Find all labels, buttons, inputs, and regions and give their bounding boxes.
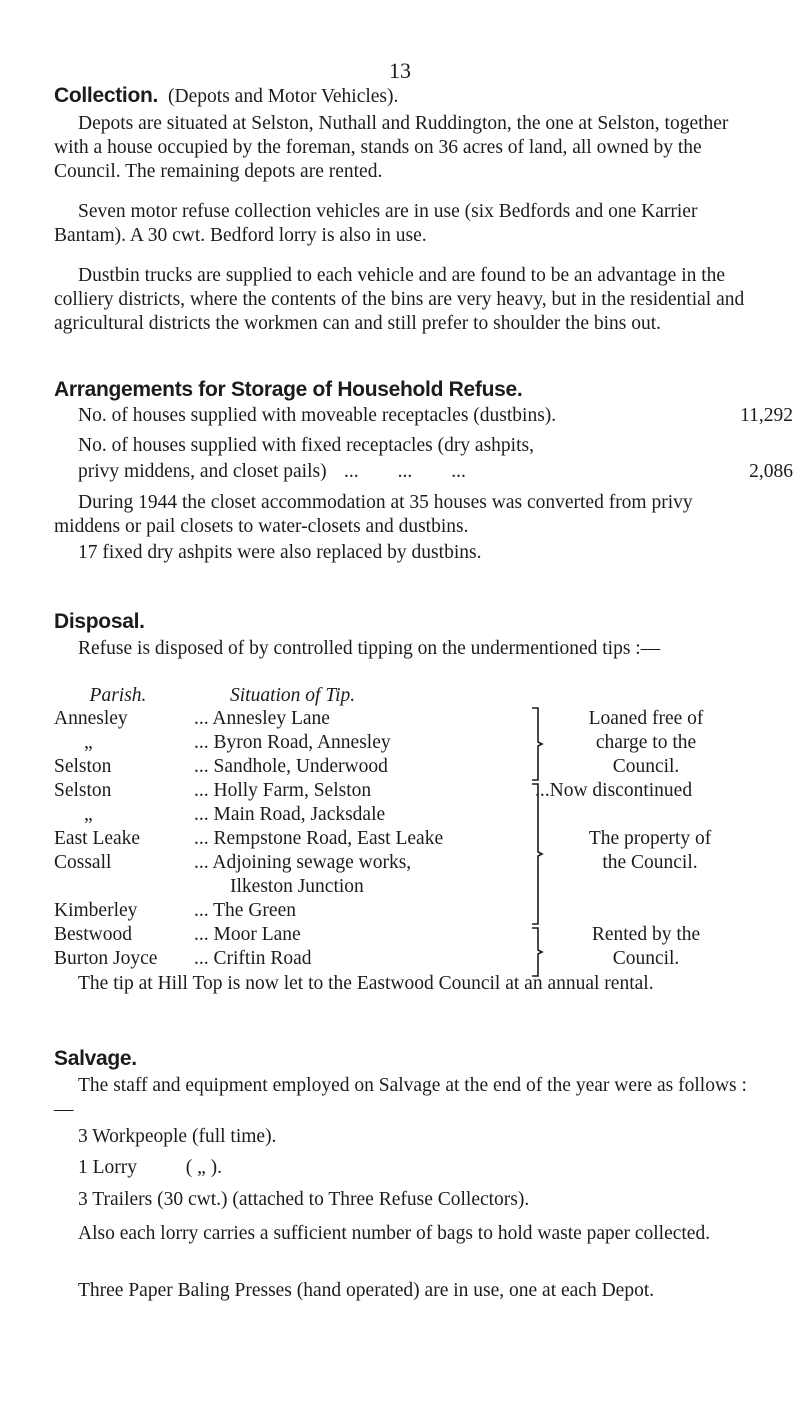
note-line: charge to the [595,732,697,753]
parish-row: Bestwood [54,924,132,945]
parish-row: Kimberley [54,900,138,921]
note-line: Council. [612,756,680,777]
parish-row: „ [84,804,93,825]
salvage-heading: Salvage. [54,1047,137,1070]
storage-line2a: No. of houses supplied with fixed receptacles (dry ashpits, [78,435,534,456]
col-header-situation: Situation of Tip. [230,685,356,706]
situation-row: ... Sandhole, Underwood [194,756,388,777]
situation-row: ... The Green [194,900,296,921]
situation-row: ... Byron Road, Annesley [194,732,391,753]
parish-row: Burton Joyce [54,948,158,969]
parish-row: Cossall [54,852,112,873]
situation-row: ... Annesley Lane [194,708,330,729]
situation-row: ... Moor Lane [194,924,301,945]
note-line: Rented by the [591,924,701,945]
parish-column [54,707,157,971]
storage-line2-label: privy middens, and closet pails) [78,461,327,482]
note-line: Loaned free of [588,708,704,729]
salvage-item-trailers: 3 Trailers (30 cwt.) (attached to Three Refuse Collectors). [78,1189,530,1210]
collection-heading: Collection. [54,84,159,107]
disposal-heading: Disposal. [54,610,145,633]
situation-row: ... Criftin Road [194,948,312,969]
disposal-hill-top: The tip at Hill Top is now let to the Eastwood Council at an annual rental. [78,973,654,994]
parish-row: Selston [54,756,112,777]
col-header-parish: Parish. [89,685,147,706]
storage-line-dustbins [54,404,793,428]
salvage-item-lorry: 1 Lorry ( „ ). [78,1157,223,1178]
collection-para-depots: Depots are situated at Selston, Nuthall and Ruddington, the one at Selston, together with a house occupied by the foreman, stands on 36 acres of land, all owned by the Council. The remaining depots are rented. [54,113,729,182]
parish-row: Selston [54,780,112,801]
salvage-intro: The staff and equipment employed on Salvage at the end of the year were as follows :— [54,1075,747,1120]
brace-rented [528,926,544,978]
storage-line1-label: No. of houses supplied with moveable receptacles (dustbins). [78,405,557,426]
parish-row: East Leake [54,828,141,849]
parish-row: Annesley [54,708,128,729]
situation-row: ... Holly Farm, Selston [194,780,372,801]
note-discontinued: ...Now discontinued [535,780,693,801]
note-line: The property of [588,828,712,849]
note-line: Council. [612,948,680,969]
storage-line1-value: 11,292 [740,405,793,426]
parish-row: „ [84,732,93,753]
storage-line2b-row [54,460,793,484]
note-loaned [548,707,744,779]
storage-line2-dots: ... ... ... [344,461,466,482]
storage-para-ashpits: 17 fixed dry ashpits were also replaced by dustbins. [78,542,482,563]
situation-row: ... Rempstone Road, East Leake [194,828,444,849]
note-property [552,827,748,875]
brace-loaned [528,706,544,782]
storage-line2-value: 2,086 [749,461,793,482]
situation-row: ... Main Road, Jacksdale [194,804,386,825]
collection-heading-line [54,84,774,109]
collection-para-trucks: Dustbin trucks are supplied to each vehicle and are found to be an advantage in the colliery districts, where the contents of the bins are very heavy, but in the residential and agricultural districts the workmen can and still prefer to shoulder the bins out. [54,265,745,334]
storage-para-1944: During 1944 the closet accommodation at 35 houses was converted from privy middens or pail closets to water-closets and dustbins. [54,492,693,537]
situation-column [194,707,443,971]
disposal-intro: Refuse is disposed of by controlled tipping on the undermentioned tips :— [78,638,661,659]
salvage-para-bags: Also each lorry carries a sufficient number of bags to hold waste paper collected. [78,1223,711,1244]
salvage-item-workpeople: 3 Workpeople (full time). [78,1126,277,1147]
collection-subheading: (Depots and Motor Vehicles). [168,86,399,107]
parish-row [54,875,157,899]
salvage-para-presses: Three Paper Baling Presses (hand operated) are in use, one at each Depot. [78,1280,655,1301]
situation-row: Ilkeston Junction [230,876,364,897]
note-line: the Council. [602,852,698,873]
note-rented [548,923,744,971]
brace-property [528,782,544,926]
situation-row: ... Adjoining sewage works, [194,852,412,873]
collection-para-vehicles: Seven motor refuse collection vehicles are in use (six Bedfords and one Karrier Bantam). A 30 cwt. Bedford lorry is also in use. [54,201,698,246]
storage-heading: Arrangements for Storage of Household Refuse. [54,378,523,401]
page-number: 13 [389,58,411,83]
